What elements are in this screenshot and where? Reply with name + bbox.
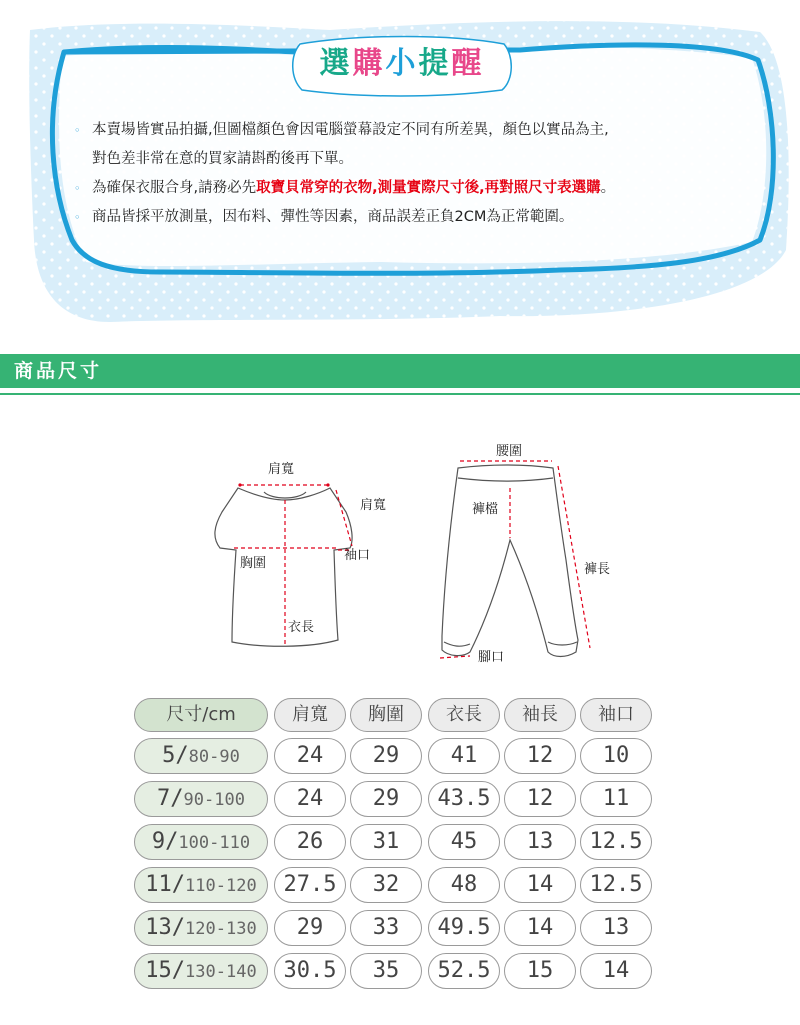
label-cuff: 袖口: [344, 548, 371, 563]
cell-shoulder: 24: [274, 781, 346, 817]
bullet-icon: ◦: [74, 124, 81, 137]
size-table-row: [134, 738, 656, 776]
section-title: 商品尺寸: [14, 360, 103, 382]
size-table-row: [134, 781, 656, 819]
cell-chest: 32: [350, 867, 422, 903]
cell-shoulder: 27.5: [274, 867, 346, 903]
cell-sleeve: 14: [504, 910, 576, 946]
cell-cuff: 14: [580, 953, 652, 989]
size-height-range: 130-140: [185, 962, 257, 982]
measurement-diagrams: [0, 430, 800, 680]
header-cell-length: 衣長: [428, 698, 500, 732]
size-height-range: 90-100: [183, 790, 245, 810]
label-chest: 胸圍: [240, 556, 267, 571]
notice-title-char: 購: [352, 46, 386, 81]
cell-chest: 29: [350, 781, 422, 817]
size-height-range: 100-110: [178, 833, 251, 853]
size-number: 7: [157, 786, 171, 811]
cell-chest: 33: [350, 910, 422, 946]
cell-sleeve: 13: [504, 824, 576, 860]
cell-sleeve: 12: [504, 781, 576, 817]
size-cell: 7/90-100: [134, 781, 268, 817]
cell-shoulder: 24: [274, 738, 346, 774]
cell-sleeve: 15: [504, 953, 576, 989]
cell-cuff: 10: [580, 738, 652, 774]
cell-length: 43.5: [428, 781, 500, 817]
size-number: 5: [162, 743, 176, 768]
size-table-row: [134, 867, 656, 905]
note-text-highlight: 取寶貝常穿的衣物,測量實際尺寸後,再對照尺寸表選購: [256, 180, 601, 196]
cell-chest: 29: [350, 738, 422, 774]
cell-shoulder: 30.5: [274, 953, 346, 989]
label-crotch: 褲檔: [472, 502, 499, 517]
label-body-length: 衣長: [288, 620, 315, 635]
cell-chest: 35: [350, 953, 422, 989]
cell-cuff: 12.5: [580, 867, 652, 903]
cell-sleeve: 14: [504, 867, 576, 903]
section-header-bar: [0, 354, 800, 388]
cell-length: 52.5: [428, 953, 500, 989]
header-cell-shoulder: 肩寬: [274, 698, 346, 732]
garment-illustrations: [0, 430, 800, 680]
label-shoulder-width: 肩寬: [268, 462, 295, 477]
size-height-range: 110-120: [185, 876, 257, 896]
size-cell: 5/80-90: [134, 738, 268, 774]
cell-shoulder: 29: [274, 910, 346, 946]
size-table-row: [134, 953, 656, 991]
label-shoulder-side: 肩寬: [360, 498, 387, 513]
size-table-row: [134, 910, 656, 948]
size-cell: 15/130-140: [134, 953, 268, 989]
cell-length: 41: [428, 738, 500, 774]
cell-length: 48: [428, 867, 500, 903]
bullet-icon: ◦: [74, 211, 81, 224]
header-cell-sleeve: 袖長: [504, 698, 576, 732]
note-text: 為確保衣服合身,請務必先: [92, 180, 257, 196]
size-cell: 9/100-110: [134, 824, 268, 860]
size-table-row: [134, 824, 656, 862]
size-cell: 11/110-120: [134, 867, 268, 903]
size-height-range: 120-130: [185, 919, 257, 939]
section-divider: [0, 393, 800, 395]
notice-title-char: 選: [319, 46, 353, 81]
label-pants-length: 褲長: [584, 562, 611, 577]
notice-title-char: 醒: [451, 46, 485, 81]
tshirt-icon: [215, 488, 352, 646]
header-cell-size: 尺寸/cm: [134, 698, 268, 732]
cell-sleeve: 12: [504, 738, 576, 774]
cell-cuff: 11: [580, 781, 652, 817]
note-item: [74, 174, 764, 203]
size-number: 11: [145, 872, 172, 897]
note-text: 對色差非常在意的買家請斟酌後再下單。: [92, 151, 353, 167]
note-text: 商品皆採平放測量，因布料、彈性等因素，商品誤差正負2CM為正常範圍。: [92, 209, 574, 225]
cell-length: 45: [428, 824, 500, 860]
notice-title-char: 提: [418, 46, 452, 81]
notice-notes: [74, 116, 764, 232]
label-hem: 腳口: [478, 650, 505, 665]
size-number: 15: [145, 958, 172, 983]
cell-shoulder: 26: [274, 824, 346, 860]
size-cell: 13/120-130: [134, 910, 268, 946]
note-item: [74, 116, 764, 145]
cell-chest: 31: [350, 824, 422, 860]
size-table-header: [134, 696, 656, 734]
note-item-continued: [74, 145, 764, 174]
pants-icon: [442, 465, 578, 657]
size-number: 13: [145, 915, 172, 940]
label-waist: 腰圍: [496, 444, 523, 459]
cell-cuff: 13: [580, 910, 652, 946]
notice-title: [296, 44, 508, 84]
cell-cuff: 12.5: [580, 824, 652, 860]
notice-title-char: 小: [385, 46, 419, 81]
note-text: 本賣場皆實品拍攝,但圖檔顏色會因電腦螢幕設定不同有所差異，顏色以實品為主,: [92, 122, 609, 138]
header-cell-cuff: 袖口: [580, 698, 652, 732]
note-text: 。: [600, 180, 616, 196]
size-height-range: 80-90: [188, 747, 240, 767]
bullet-icon: ◦: [74, 182, 81, 195]
cell-length: 49.5: [428, 910, 500, 946]
header-cell-chest: 胸圍: [350, 698, 422, 732]
notice-panel: [0, 0, 800, 330]
note-item: [74, 203, 764, 232]
size-number: 9: [151, 829, 166, 854]
